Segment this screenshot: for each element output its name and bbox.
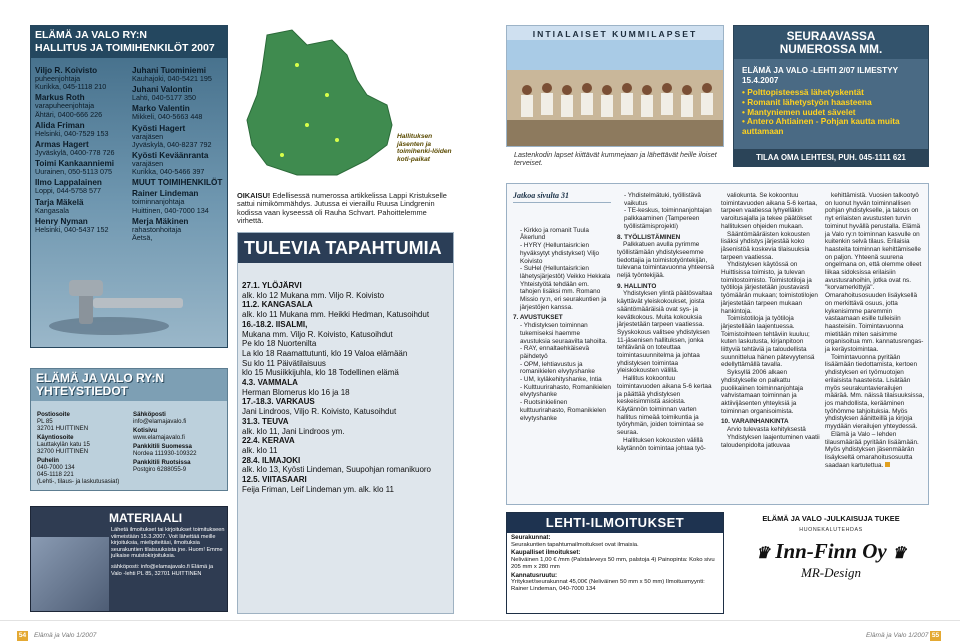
event-heading: 22.4. KERAVA (242, 436, 295, 446)
event-heading: 12.5. VIITASAARI (242, 475, 307, 485)
sponsor-subtitle: HUONEKALUTEHDAS (799, 527, 863, 533)
homepage-link[interactable]: www.elamajavalo.fi (133, 434, 185, 441)
board-member: Juhani Tuominiemi Kauhajoki, 040-5421 195 (132, 66, 212, 83)
next-issue-date: ELÄMÄ JA VALO -LEHTI 2/07 ILMESTYY 15.4.2007 (742, 66, 898, 85)
article-paragraph: Yhteistyötä tehdään em. tahojen lisäksi mm. Romano Missio ry:n, eri seurakuntien ja järjestöjen kanssa. (520, 280, 607, 311)
continued-article (506, 183, 929, 505)
footer-text-left: Elämä ja Valo 1/2007 (34, 632, 97, 639)
event-heading: 4.3. VAMMALA (242, 378, 298, 388)
ad-info-panel (506, 512, 724, 614)
sponsor-title: ELÄMÄ JA VALO -JULKAISUJA TUKEE (762, 514, 900, 523)
event-heading: 28.4. ILMAJOKI (242, 455, 301, 465)
material-panel (30, 506, 228, 612)
board-member: Rainer Lindeman toiminnanjohtaja Huittinen, 040-7000 134 (132, 189, 209, 215)
event-detail: alk. klo 13, Kyösti Lindeman, Suupohjan romanikuoro (242, 465, 431, 475)
article-paragraph: Arvio tulevasta kehityksestä (727, 426, 806, 434)
event-detail: Herman Blomerus klo 16 ja 18 (242, 387, 350, 397)
continued-heading: Jatkoa sivulta 31 (513, 192, 611, 203)
finland-map (237, 25, 454, 180)
sponsor-ad (733, 514, 929, 614)
event-heading: 27.1. YLÖJÄRVI (242, 281, 302, 290)
event-detail: alk. klo 11 (242, 445, 278, 455)
article-paragraph: Yhdistyksen laajentuminen vaatii taloudenpidolta jatkuvaa (721, 433, 820, 449)
sponsor-design-label: MR-Design (801, 565, 861, 580)
article-paragraph: - Kirkko ja romanit Tuula Åkerlund (520, 226, 589, 242)
board-title-line1: ELÄMÄ JA VALO RY:N (35, 29, 147, 41)
event-detail: Pe klo 18 Nuortenilta (242, 339, 317, 349)
board-title-line2: HALLITUS JA TOIMIHENKILÖT 2007 (35, 42, 215, 54)
article-paragraph: kehittämistä. Vuosien talkootyö on luonut hyvän toiminnallisen pohjan yhdistykselle, ja talous on nyt erilaisten avustusten turvin toiminut hyvällä perustalla. Elämä ja Valo ry:n toiminnan kasvulle on kuitenkin selvä tilaus. Erilaisia haasteita toiminnan kehittämiselle on paljon. Yhteenä suurena ongelmana on, että olemme olleet liikaa sidoksissa erilaisiin avustusrahoihin, jotka ovat ns. "korvamerkittyjä". Omarahoitusosuuden lisäyksellä on merkittävä osuus, jotta kykenisimme paremmin vastaamaan esille tulleisiin haasteisiin. Toimintavuonna mietitään miten saisimme organisoitua mm. kannatusrengas- ja keräystoimintaa. (825, 192, 924, 354)
article-paragraph: Yhdistyksen käytössä on Huittisissa toimisto, ja tulevan toimitostoimisto. Toimistotiloja ja työtiloja järjestetään joustavasti työmäärän mukaan; toimistotilojen järjestetään tarpeen mukaan hankintoja. (721, 261, 818, 315)
article-subheading: 7. AVUSTUKSET (513, 314, 563, 322)
footer-text-right: Elämä ja Valo 1/2007 (866, 632, 929, 639)
article-subheading: 10. VARAINHANKINTA (721, 418, 789, 426)
board-member: Markus Roth varapuheenjohtaja Ähtäri, 0400-666 226 (35, 93, 103, 119)
article-column-3 (721, 192, 821, 449)
event-heading: 17.-18.3. VARKAUS (242, 397, 315, 407)
article-paragraph: - OPM, lehtiavustus ja romanikielen elvytyshanke (520, 360, 595, 376)
events-list (242, 281, 450, 494)
correction-text: Edellisessä numerossa artikkelissa Lappi Kristukselle sattui nimikömmähdys. Jutussa ei vieraillu Ruusa Lindgrenin kodissa vaan kyseessä oli Rauha Schvart. Pahoittelemme virhettä. (237, 192, 447, 226)
article-paragraph: Syksyllä 2006 alkaen yhdistykselle on palkattu puolikaiinen toiminnanjohtaja vahvistamaan toiminnan ja aktiivijäsenten yhteyksiä ja toiminnan organisoimista. (721, 369, 804, 415)
article-paragraph: Hallituksen kokousten välillä käytännön toimintaa johtaa työ- (617, 436, 706, 452)
article-paragraph: - UM, kyläkehityshanke, Intia (520, 376, 602, 384)
page-number-left: 54 (18, 632, 27, 639)
ad-info-row: Kaupalliset ilmoitukset: Neliväinen 1,00 € /mm (Palstaleveys 50 mm, palstoja 4) Painopinta: Koko sivu 205 mm x 280 mm (511, 549, 715, 570)
event-heading: 31.3. TEUVA (242, 416, 289, 426)
photo-title: INTIALAISET KUMMILAPSET (532, 29, 698, 39)
correction-label: OIKAISU! (237, 192, 271, 200)
article-subheading: 8. TYÖLLISTÄMINEN (617, 233, 681, 241)
board-member: Alida Friman Helsinki, 040-7529 153 (35, 120, 109, 138)
article-paragraph: - Yhdistelmätuki, työllistävä vaikutus (624, 192, 701, 207)
event-detail: alk. klo 11, Jani Lindroos ym. (242, 426, 345, 436)
article-subheading: 9. HALLINTO (617, 282, 657, 290)
board-member: Ilmo Lappalainen Loppi, 044-5758 577 (35, 178, 102, 196)
article-paragraph: - Yhdistyksen toiminnan tukemiseksi haemme avustuksia seuraavilta tahoilta. (520, 322, 608, 345)
article-paragraph: - RAY, ennaltaehkäisevä päihdetyö (520, 345, 590, 360)
article-paragraph: - TE-keskus, toiminnanjohtajan palkkaaminen (Tampereen työllistämisprojekti) (624, 207, 712, 230)
next-issue-topics (742, 88, 926, 137)
children-group-image (507, 40, 724, 147)
event-detail: Feija Friman, Leif Lindeman ym. alk. klo 11 (242, 484, 394, 494)
topic-item: • Antero Ahtiainen - Pohjan kautta muita auttamaan (742, 116, 900, 137)
contact-address-column: Postiosoite PL 85 32701 HUITTINEN Käyntiosoite Lauttakylän katu 15 32700 HUITTINEN Puhelin 040-7000 134 045-1118 221 (Lehti-, tilaus- ja laskutusasiat) (37, 411, 120, 485)
board-member: Viljo R. Koivisto puheenjohtaja Kurikka, 045-1118 210 (35, 66, 107, 92)
board-column-left (35, 66, 126, 244)
board-member: Merja Mäkinen rahastonhoitaja Äetsä, (132, 216, 189, 243)
email-link[interactable]: info@elamajavalo.fi (133, 418, 187, 425)
map-image (237, 25, 397, 180)
contact-title-line2: YHTEYSTIEDOT (36, 384, 129, 398)
other-officers-heading: MUUT TOIMIHENKILÖT (132, 178, 223, 188)
contact-title-line1: ELÄMÄ JA VALO RY:N (36, 371, 164, 385)
events-panel (237, 232, 454, 614)
event-detail: La klo 18 Raamattutunti, klo 19 Valoa elämään (242, 348, 408, 358)
children-photo (506, 25, 724, 147)
event-heading: 11.2. KANGASALA (242, 300, 313, 310)
contact-panel (30, 368, 228, 491)
board-member: Juhani Valontin Lahti, 040-5177 350 (132, 85, 196, 103)
next-issue-title1: SEURAAVASSA (786, 29, 876, 43)
event-detail: Mukana mm. Viljo R. Koivisto, Katusoihdut (242, 329, 393, 339)
gavel-icon (39, 276, 189, 338)
article-paragraph: - Ruotsinkielinen kulttuurirahasto, Romanikielen elvytyshanke (520, 399, 606, 422)
event-detail: Jani Lindroos, Viljo R. Koivisto, Katusoihdut (242, 407, 397, 417)
ad-info-title: LEHTI-ILMOITUKSET (507, 513, 723, 533)
event-detail: alk. klo 12 Mukana mm. Viljo R. Koivisto (242, 290, 385, 300)
board-column-right (132, 66, 223, 244)
article-paragraph: - SuHel (Helluntaisrk:ien lähetysjärjestöt) Veikko Hekkala (520, 265, 611, 280)
board-member: Armas Hagert Jyväskylä, 0400-778 726 (35, 140, 115, 158)
end-mark-icon (885, 462, 890, 467)
event-detail: Su klo 11 Päivätilaisuus (242, 358, 326, 368)
ad-info-row: Kannatusruutu: Yritykset/seurakunnat 45,00€ (Neliväinen 50 mm x 50 mm) Ilmoitusmyynti: Rainer Lindeman, 040-7000 134 (511, 571, 705, 592)
sponsor-logo: ♛ Inn-Finn Oy ♛ (755, 539, 907, 563)
topic-item: • Polttopisteessä lähetyskentät (742, 87, 864, 97)
article-paragraph: Yhdistyksen ylintä päätösvaltaa käyttävät yleiskokoukset, joista sääntömääräisiä ovat sys- ja kevätkokous. Muita kokouksia järjestetään tarpeen vaatiessa. Syyskokous valitsee yhdistyksen 11-jäsenisen hallituksen, jonka tehtävänä on toteuttaa toimintasuunnitelma ja johtaa yhdistyksen toimintaa yleiskokousten välillä. (617, 290, 713, 375)
subscribe-footer: TILAA OMA LEHTESI, PUH. 045-1111 621 (734, 149, 928, 166)
crown-icon: ♛ (891, 545, 907, 562)
next-issue-title2: NUMEROSSA MM. (779, 42, 883, 56)
photo-caption: Lastenkodin lapset kiittävät kummejaan ja lähettävät heille iloiset terveiset. (514, 151, 717, 168)
event-heading: 16.-18.2. IISALMI, (242, 319, 308, 329)
page-number-right: 55 (931, 632, 940, 639)
board-member: Kyösti Hagert varajäsen Jyväskylä, 040-8237 792 (132, 123, 212, 149)
article-paragraph: - Kulttuurirahasto, Romanikielen elvytyshanke (520, 383, 611, 399)
material-title: MATERIAALI (109, 511, 183, 525)
board-member: Kyösti Keväänranta varajäsen Kurikka, 040-5466 397 (132, 151, 209, 177)
ad-info-row: Seurakunnat: Seurakuntien tapahtumailmoitukset ovat ilmaisia. (511, 534, 639, 548)
crown-icon: ♛ (755, 545, 771, 562)
article-column-1 (513, 192, 611, 422)
board-title (31, 26, 227, 58)
event-detail: klo 15 Musiikkijuhla, klo 18 Todellinen elämä (242, 368, 399, 378)
topic-item: • Romanit lähetystyön haasteena (742, 96, 872, 107)
contact-online-column: Sähköposti info@elamajavalo.fi Kotisivu www.elamajavalo.fi Pankkitili Suomessa Nordea 111930-109322 Pankkitili Ruotsissa Postgiro 6288055-9 (133, 411, 225, 473)
next-issue-ad (733, 25, 929, 167)
map-caption: Hallituksen jäsenten ja toimihenki-löiden koti-paikat (397, 133, 452, 163)
correction-notice (237, 192, 454, 226)
article-paragraph: valiokunta. Se kokoontuu toimintavuoden aikana 5-6 kertaa, tarpeen vaatiessa lyhyelläkin varoitusajalla ja tekee päätökset hallituksen ohjeiden mukaan. (721, 192, 818, 230)
keyboard-image (31, 537, 109, 612)
article-paragraph: Elämä ja Valo – lehden tilausmäärää pyritään lisäämään. Myös yhdistyksen jäsenmäärän lisäykseltä omarahoitusosuutta saadaan kartutettua. (825, 430, 919, 469)
board-panel (30, 25, 228, 348)
article-column-4 (825, 192, 925, 469)
board-member: Henry Nyman Helsinki, 040-5437 152 (35, 216, 109, 234)
article-paragraph: Toimintavuonna pyritään lisäämään tiedottamista, kertoen yhdistyksen eri työmuotojen erilaisista haasteista. Lisätään myös seurakuntavierailujen määrää. Mm. näissä tilaisuuksissa, jos mahdollista, kerääminen työhömme tahjoituksia. Myös yhdistyksen äänitteillä ja kirjoja myydään vierailujen yhteydessä. (825, 353, 925, 431)
board-member: Marko Valentin Mikkeli, 040-5663 448 (132, 104, 203, 122)
footer-divider (0, 620, 960, 621)
article-paragraph: Palkkatuen avulla pyrimme työllistämään yhdistykseemme tiedottajia ja toimistotyöntekijän, tulevana toimintavuonna yhteensä neljä työntekijää. (617, 241, 714, 280)
article-column-2 (617, 192, 715, 452)
topic-item: • Mantyniemen uudet sävelet (742, 106, 856, 117)
event-detail: alk. klo 11 Mukana mm. Heikki Hedman, Katusoihdut (242, 310, 430, 320)
material-text: Lähetä ilmoitukset tai kirjoitukset toimitukseen viimeistään 15.3.2007. Voit lähettää meille kirjoituksia, mielipiteitäsi, ilmoituksia seurakuntien tilaisuuksista jne. Huom! Emme julkaise muistokirjoituksia. sähköposti: info@elamajavalo.fi Elämä ja Valo -lehti PL 85, 32701 HUITTINEN (111, 527, 225, 577)
board-member: Tarja Mäkelä Kangasala (35, 197, 84, 215)
article-paragraph: - HYRY (Helluntaisrk:ien hyväksytyt yhdistykset) Viljo Koivisto (520, 242, 600, 265)
board-member: Toimi Kankaanniemi Uurainen, 050-5113 075 (35, 159, 115, 177)
events-title: TULEVIA TAPAHTUMIA (238, 233, 453, 263)
article-paragraph: Sääntömääräisten kokousten lisäksi yhdistys järjestää koko jäsenistöä koskevia tilaisuuksia tarpeen vaatiessa. (721, 230, 810, 261)
article-paragraph: Hallitus kokoontuu toimintavuoden aikana 5-6 kertaa ja päättää yhdistyksen keskeisimmistä asioista. Käytännön toiminnan varten hallitus nimeää toimikuntia ja työryhmän, joiden toimintaa se seuraa. (617, 375, 712, 437)
article-paragraph: Toimistotiloja ja työtiloja järjestellään laajentuessa. Toimistoihteen tehtäviin kuuluu; kuten laskutusta, kirjanpitoon liittyviä tehtäviä ja taloudellista suunnittelua hänen pätevyytensä edellyttämällä tavalla. (721, 315, 815, 369)
